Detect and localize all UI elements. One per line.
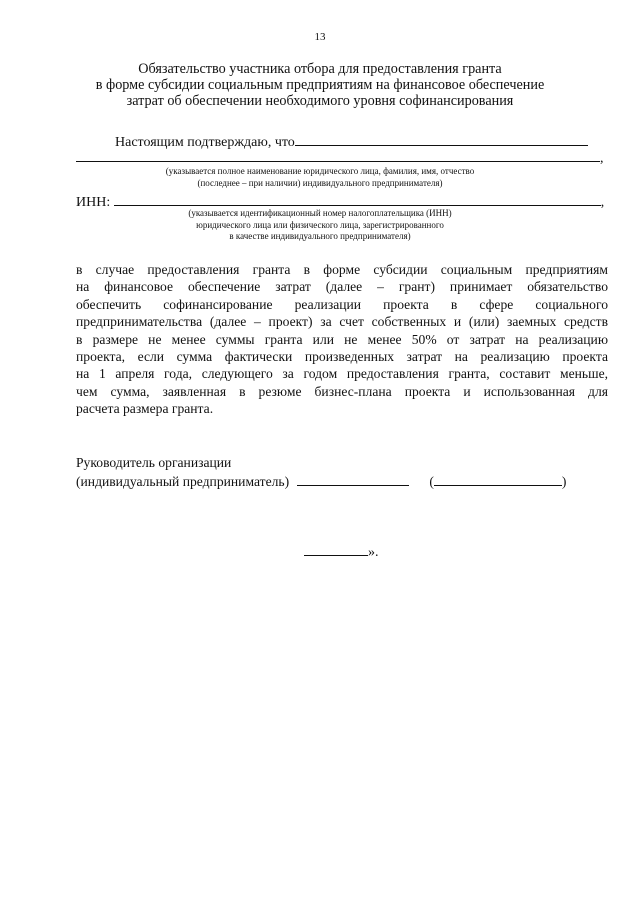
inn-field[interactable] <box>114 191 601 206</box>
signature-row <box>76 471 566 490</box>
signature-field[interactable] <box>297 471 409 486</box>
body-line: чем сумма, заявленная в резюме бизнес-плана проекта и использованная для <box>76 383 608 399</box>
date-field[interactable] <box>304 541 368 556</box>
signature-name-field[interactable] <box>434 471 562 486</box>
org-name-field[interactable] <box>295 131 588 146</box>
signature-title: Руководитель организации <box>76 455 232 470</box>
inn-label: ИНН: <box>76 195 111 210</box>
hint-line: (указывается идентификационный номер налогоплательщика (ИНН) <box>188 208 452 218</box>
signature-role: (индивидуальный предприниматель) <box>76 474 290 489</box>
hint-line: юридического лица или физического лица, зарегистрированного <box>196 219 444 230</box>
hint-line: (последнее – при наличии) индивидуального предпринимателя) <box>197 177 443 188</box>
obligation-text <box>76 261 608 418</box>
body-line: обеспечить софинансирование реализации проекта в сфере социального <box>76 296 608 312</box>
document-title <box>60 61 580 109</box>
inn-hint <box>0 208 640 243</box>
hint-line: в качестве индивидуального предпринимателя) <box>229 231 411 241</box>
body-line: расчета размера гранта. <box>76 401 214 417</box>
confirm-row-2 <box>76 147 604 167</box>
org-name-field-continued[interactable] <box>76 147 600 162</box>
confirm-label: Настоящим подтверждаю, что <box>115 135 295 150</box>
org-name-hint <box>0 166 640 189</box>
title-line: затрат об обеспечении необходимого уровня софинансирования <box>126 93 514 109</box>
paren-open: ( <box>429 474 434 489</box>
paren-close: ) <box>561 474 567 489</box>
body-line: в случае предоставления гранта в форме субсидии социальным предприятиям <box>76 262 608 277</box>
page-number: 13 <box>314 31 326 43</box>
date-row <box>304 541 379 561</box>
body-line: предпринимательства (далее – проект) за счет собственных и (или) заемных средств <box>76 314 608 330</box>
title-line: Обязательство участника отбора для предоставления гранта <box>138 61 502 77</box>
closing-mark: ». <box>368 545 379 560</box>
inn-line-end: , <box>600 195 605 210</box>
confirm-line-end: , <box>600 151 604 166</box>
body-line: на финансовое обеспечение затрат (далее – грант) принимает обязательство <box>76 279 608 295</box>
title-line: в форме субсидии социальным предприятиям на финансовое обеспечение <box>95 77 545 93</box>
body-line: в размере не менее суммы гранта или не менее 50% от затрат на реализацию <box>76 331 608 347</box>
body-line: на 1 апреля года, следующего за годом предоставления гранта, составит меньше, <box>76 366 608 382</box>
hint-line: (указывается полное наименование юридического лица, фамилия, имя, отчество <box>165 166 475 176</box>
body-line: проекта, если сумма фактически произведенных затрат на реализацию проекта <box>76 349 608 365</box>
